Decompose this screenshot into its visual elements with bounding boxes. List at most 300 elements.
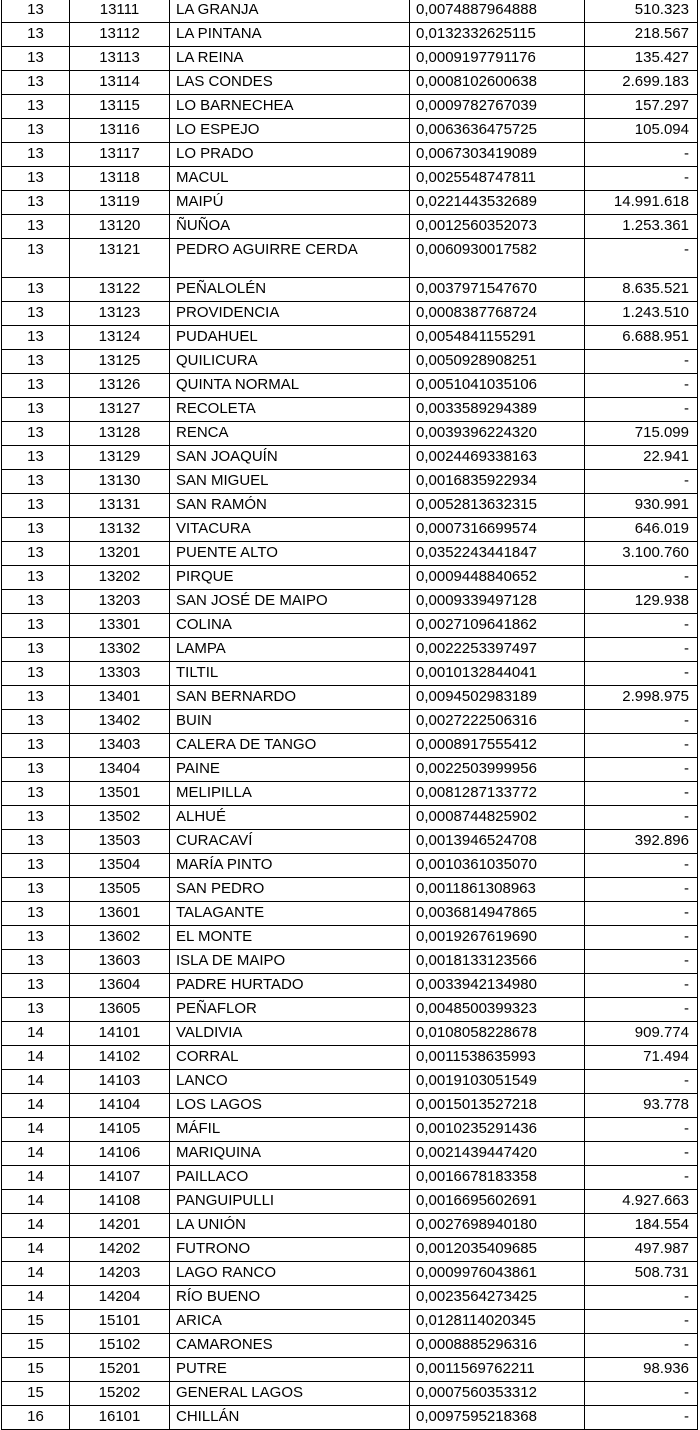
commune-name-cell: CURACAVÍ [170,830,410,854]
commune-code-cell: 13202 [70,566,170,590]
table-row [2,1406,698,1430]
region-code-cell: 13 [2,23,70,47]
commune-code-cell: 13122 [70,278,170,302]
amount-cell: - [585,239,698,278]
table-row [2,71,698,95]
amount-cell: - [585,926,698,950]
table-row [2,1382,698,1406]
amount-cell: - [585,974,698,998]
coefficient-cell: 0,0009339497128 [410,590,585,614]
table-row [2,566,698,590]
commune-code-cell: 13302 [70,638,170,662]
region-code-cell: 13 [2,686,70,710]
commune-name-cell: LO ESPEJO [170,119,410,143]
commune-code-cell: 16101 [70,1406,170,1430]
amount-cell: - [585,350,698,374]
table-row [2,1094,698,1118]
region-code-cell: 13 [2,446,70,470]
coefficient-cell: 0,0011861308963 [410,878,585,902]
table-row [2,878,698,902]
commune-code-cell: 14105 [70,1118,170,1142]
commune-name-cell: LOS LAGOS [170,1094,410,1118]
region-code-cell: 14 [2,1286,70,1310]
coefficient-cell: 0,0008387768724 [410,302,585,326]
region-code-cell: 14 [2,1214,70,1238]
table-row [2,590,698,614]
commune-name-cell: CORRAL [170,1046,410,1070]
commune-name-cell: LO BARNECHEA [170,95,410,119]
commune-name-cell: CAMARONES [170,1334,410,1358]
commune-code-cell: 13602 [70,926,170,950]
coefficient-cell: 0,0036814947865 [410,902,585,926]
commune-code-cell: 13128 [70,422,170,446]
coefficient-cell: 0,0012560352073 [410,215,585,239]
commune-name-cell: MAIPÚ [170,191,410,215]
amount-cell: - [585,374,698,398]
commune-code-cell: 13603 [70,950,170,974]
coefficient-cell: 0,0021439447420 [410,1142,585,1166]
coefficient-cell: 0,0051041035106 [410,374,585,398]
amount-cell: 497.987 [585,1238,698,1262]
table-row [2,854,698,878]
commune-code-cell: 13203 [70,590,170,614]
table-row [2,1046,698,1070]
commune-code-cell: 14101 [70,1022,170,1046]
commune-name-cell: SAN PEDRO [170,878,410,902]
coefficient-cell: 0,0019103051549 [410,1070,585,1094]
commune-name-cell: MACUL [170,167,410,191]
amount-cell: - [585,710,698,734]
table-row [2,239,698,278]
commune-code-cell: 13120 [70,215,170,239]
region-code-cell: 14 [2,1238,70,1262]
commune-name-cell: CALERA DE TANGO [170,734,410,758]
amount-cell: 184.554 [585,1214,698,1238]
region-code-cell: 13 [2,398,70,422]
commune-name-cell: MARÍA PINTO [170,854,410,878]
commune-name-cell: LAGO RANCO [170,1262,410,1286]
commune-code-cell: 13121 [70,239,170,278]
region-code-cell: 13 [2,854,70,878]
region-code-cell: 13 [2,710,70,734]
coefficient-cell: 0,0037971547670 [410,278,585,302]
commune-code-cell: 14106 [70,1142,170,1166]
coefficient-cell: 0,0063636475725 [410,119,585,143]
amount-cell: 22.941 [585,446,698,470]
amount-cell: 14.991.618 [585,191,698,215]
commune-code-cell: 15201 [70,1358,170,1382]
region-code-cell: 13 [2,902,70,926]
table-row [2,47,698,71]
region-code-cell: 13 [2,734,70,758]
coefficient-cell: 0,0067303419089 [410,143,585,167]
region-code-cell: 13 [2,758,70,782]
commune-name-cell: TALAGANTE [170,902,410,926]
amount-cell: - [585,1070,698,1094]
amount-cell: - [585,398,698,422]
coefficient-cell: 0,0007560353312 [410,1382,585,1406]
commune-code-cell: 13111 [70,0,170,23]
table-row [2,191,698,215]
amount-cell: 2.998.975 [585,686,698,710]
commune-name-cell: EL MONTE [170,926,410,950]
commune-name-cell: MELIPILLA [170,782,410,806]
region-code-cell: 14 [2,1190,70,1214]
table-row [2,422,698,446]
region-code-cell: 14 [2,1022,70,1046]
commune-name-cell: LA UNIÓN [170,1214,410,1238]
commune-name-cell: COLINA [170,614,410,638]
commune-coefficient-table [1,0,698,1430]
table-row [2,638,698,662]
coefficient-cell: 0,0221443532689 [410,191,585,215]
table-row [2,710,698,734]
amount-cell: 157.297 [585,95,698,119]
region-code-cell: 13 [2,590,70,614]
commune-name-cell: MÁFIL [170,1118,410,1142]
region-code-cell: 14 [2,1166,70,1190]
coefficient-cell: 0,0007316699574 [410,518,585,542]
commune-name-cell: PUDAHUEL [170,326,410,350]
table-row [2,830,698,854]
region-code-cell: 13 [2,95,70,119]
coefficient-cell: 0,0010361035070 [410,854,585,878]
amount-cell: 218.567 [585,23,698,47]
commune-code-cell: 15101 [70,1310,170,1334]
region-code-cell: 13 [2,638,70,662]
amount-cell: 6.688.951 [585,326,698,350]
commune-name-cell: FUTRONO [170,1238,410,1262]
region-code-cell: 13 [2,806,70,830]
coefficient-cell: 0,0052813632315 [410,494,585,518]
commune-code-cell: 13114 [70,71,170,95]
amount-cell: 93.778 [585,1094,698,1118]
table-row [2,758,698,782]
table-row [2,926,698,950]
commune-code-cell: 15202 [70,1382,170,1406]
region-code-cell: 13 [2,350,70,374]
amount-cell: - [585,1166,698,1190]
region-code-cell: 14 [2,1070,70,1094]
commune-code-cell: 15102 [70,1334,170,1358]
commune-code-cell: 14202 [70,1238,170,1262]
coefficient-cell: 0,0013946524708 [410,830,585,854]
amount-cell: - [585,998,698,1022]
amount-cell: 909.774 [585,1022,698,1046]
commune-code-cell: 13504 [70,854,170,878]
commune-code-cell: 13117 [70,143,170,167]
commune-name-cell: LA GRANJA [170,0,410,23]
coefficient-cell: 0,0025548747811 [410,167,585,191]
commune-code-cell: 13503 [70,830,170,854]
region-code-cell: 13 [2,302,70,326]
commune-code-cell: 13402 [70,710,170,734]
table-row [2,1286,698,1310]
coefficient-cell: 0,0008917555412 [410,734,585,758]
region-code-cell: 14 [2,1142,70,1166]
table-row [2,518,698,542]
commune-code-cell: 13401 [70,686,170,710]
table-row [2,302,698,326]
amount-cell: - [585,1382,698,1406]
coefficient-cell: 0,0048500399323 [410,998,585,1022]
coefficient-cell: 0,0074887964888 [410,0,585,23]
coefficient-cell: 0,0060930017582 [410,239,585,278]
region-code-cell: 13 [2,191,70,215]
amount-cell: - [585,758,698,782]
commune-code-cell: 13404 [70,758,170,782]
table-row [2,215,698,239]
commune-code-cell: 13123 [70,302,170,326]
commune-code-cell: 13505 [70,878,170,902]
region-code-cell: 13 [2,374,70,398]
table-row [2,143,698,167]
region-code-cell: 13 [2,974,70,998]
table-row [2,614,698,638]
amount-cell: 510.323 [585,0,698,23]
commune-code-cell: 13601 [70,902,170,926]
coefficient-cell: 0,0018133123566 [410,950,585,974]
commune-name-cell: RÍO BUENO [170,1286,410,1310]
coefficient-cell: 0,0024469338163 [410,446,585,470]
coefficient-cell: 0,0022253397497 [410,638,585,662]
coefficient-cell: 0,0039396224320 [410,422,585,446]
commune-name-cell: SAN BERNARDO [170,686,410,710]
region-code-cell: 13 [2,47,70,71]
region-code-cell: 13 [2,119,70,143]
table-row [2,902,698,926]
amount-cell: - [585,143,698,167]
amount-cell: - [585,662,698,686]
table-row [2,1190,698,1214]
coefficient-cell: 0,0033942134980 [410,974,585,998]
commune-code-cell: 14204 [70,1286,170,1310]
amount-cell: - [585,1310,698,1334]
amount-cell: - [585,167,698,191]
coefficient-cell: 0,0027222506316 [410,710,585,734]
region-code-cell: 13 [2,470,70,494]
table-row [2,494,698,518]
amount-cell: - [585,782,698,806]
amount-cell: 3.100.760 [585,542,698,566]
amount-cell: 715.099 [585,422,698,446]
coefficient-cell: 0,0054841155291 [410,326,585,350]
commune-name-cell: QUILICURA [170,350,410,374]
amount-cell: - [585,470,698,494]
coefficient-cell: 0,0010235291436 [410,1118,585,1142]
commune-code-cell: 13115 [70,95,170,119]
commune-name-cell: MARIQUINA [170,1142,410,1166]
coefficient-cell: 0,0009976043861 [410,1262,585,1286]
amount-cell: 646.019 [585,518,698,542]
commune-code-cell: 13201 [70,542,170,566]
commune-code-cell: 13127 [70,398,170,422]
commune-name-cell: PADRE HURTADO [170,974,410,998]
table-row [2,470,698,494]
amount-cell: 8.635.521 [585,278,698,302]
coefficient-cell: 0,0050928908251 [410,350,585,374]
commune-code-cell: 14107 [70,1166,170,1190]
amount-cell: - [585,734,698,758]
commune-code-cell: 13131 [70,494,170,518]
commune-code-cell: 14203 [70,1262,170,1286]
amount-cell: - [585,1142,698,1166]
coefficient-cell: 0,0010132844041 [410,662,585,686]
table-row [2,350,698,374]
region-code-cell: 13 [2,614,70,638]
commune-name-cell: ALHUÉ [170,806,410,830]
commune-name-cell: PEÑAFLOR [170,998,410,1022]
commune-code-cell: 13605 [70,998,170,1022]
table-row [2,95,698,119]
region-code-cell: 13 [2,878,70,902]
amount-cell: 1.253.361 [585,215,698,239]
commune-name-cell: TILTIL [170,662,410,686]
table-row [2,1214,698,1238]
amount-cell: 508.731 [585,1262,698,1286]
amount-cell: - [585,878,698,902]
commune-name-cell: LAMPA [170,638,410,662]
region-code-cell: 13 [2,926,70,950]
commune-name-cell: PIRQUE [170,566,410,590]
commune-name-cell: SAN JOSÉ DE MAIPO [170,590,410,614]
commune-name-cell: ARICA [170,1310,410,1334]
table-row [2,0,698,23]
commune-code-cell: 14108 [70,1190,170,1214]
table-row [2,1142,698,1166]
commune-code-cell: 13126 [70,374,170,398]
commune-code-cell: 13132 [70,518,170,542]
amount-cell: - [585,1286,698,1310]
amount-cell: - [585,854,698,878]
table-row [2,119,698,143]
commune-code-cell: 13118 [70,167,170,191]
commune-code-cell: 13124 [70,326,170,350]
commune-code-cell: 13501 [70,782,170,806]
commune-name-cell: ISLA DE MAIPO [170,950,410,974]
commune-name-cell: LA PINTANA [170,23,410,47]
coefficient-cell: 0,0027109641862 [410,614,585,638]
coefficient-cell: 0,0008102600638 [410,71,585,95]
table-row [2,1166,698,1190]
commune-name-cell: BUIN [170,710,410,734]
table-row [2,974,698,998]
region-code-cell: 13 [2,71,70,95]
amount-cell: - [585,1118,698,1142]
table-row [2,326,698,350]
region-code-cell: 15 [2,1334,70,1358]
commune-code-cell: 13502 [70,806,170,830]
table-row [2,734,698,758]
coefficient-cell: 0,0027698940180 [410,1214,585,1238]
region-code-cell: 14 [2,1094,70,1118]
commune-name-cell: VALDIVIA [170,1022,410,1046]
commune-name-cell: RECOLETA [170,398,410,422]
commune-code-cell: 14103 [70,1070,170,1094]
table-row [2,1070,698,1094]
amount-cell: - [585,1334,698,1358]
commune-code-cell: 13303 [70,662,170,686]
amount-cell: - [585,566,698,590]
coefficient-cell: 0,0009448840652 [410,566,585,590]
amount-cell: 71.494 [585,1046,698,1070]
region-code-cell: 13 [2,830,70,854]
region-code-cell: 13 [2,518,70,542]
commune-name-cell: LA REINA [170,47,410,71]
coefficient-cell: 0,0132332625115 [410,23,585,47]
commune-name-cell: LAS CONDES [170,71,410,95]
coefficient-cell: 0,0097595218368 [410,1406,585,1430]
table-row [2,950,698,974]
commune-name-cell: PUENTE ALTO [170,542,410,566]
region-code-cell: 13 [2,215,70,239]
coefficient-cell: 0,0016695602691 [410,1190,585,1214]
commune-name-cell: LANCO [170,1070,410,1094]
coefficient-cell: 0,0023564273425 [410,1286,585,1310]
commune-code-cell: 14102 [70,1046,170,1070]
commune-code-cell: 13403 [70,734,170,758]
commune-name-cell: LO PRADO [170,143,410,167]
commune-name-cell: RENCA [170,422,410,446]
region-code-cell: 13 [2,662,70,686]
coefficient-cell: 0,0008744825902 [410,806,585,830]
amount-cell: 135.427 [585,47,698,71]
table-row [2,1118,698,1142]
region-code-cell: 13 [2,998,70,1022]
commune-name-cell: VITACURA [170,518,410,542]
coefficient-cell: 0,0128114020345 [410,1310,585,1334]
coefficient-cell: 0,0352243441847 [410,542,585,566]
commune-name-cell: PEDRO AGUIRRE CERDA [170,239,410,278]
region-code-cell: 13 [2,143,70,167]
amount-cell: - [585,614,698,638]
region-code-cell: 13 [2,0,70,23]
table-row [2,542,698,566]
coefficient-cell: 0,0009782767039 [410,95,585,119]
amount-cell: 4.927.663 [585,1190,698,1214]
coefficient-cell: 0,0016835922934 [410,470,585,494]
commune-name-cell: CHILLÁN [170,1406,410,1430]
coefficient-cell: 0,0012035409685 [410,1238,585,1262]
table-row [2,998,698,1022]
table-row [2,1262,698,1286]
region-code-cell: 13 [2,239,70,278]
commune-name-cell: SAN JOAQUÍN [170,446,410,470]
amount-cell: - [585,638,698,662]
table-row [2,1238,698,1262]
commune-name-cell: PUTRE [170,1358,410,1382]
coefficient-cell: 0,0008885296316 [410,1334,585,1358]
commune-code-cell: 13129 [70,446,170,470]
table-row [2,1022,698,1046]
coefficient-cell: 0,0011538635993 [410,1046,585,1070]
coefficient-cell: 0,0011569762211 [410,1358,585,1382]
table-body [2,0,698,1430]
amount-cell: - [585,950,698,974]
region-code-cell: 13 [2,566,70,590]
region-code-cell: 13 [2,422,70,446]
region-code-cell: 13 [2,542,70,566]
coefficient-cell: 0,0081287133772 [410,782,585,806]
commune-code-cell: 13112 [70,23,170,47]
amount-cell: 2.699.183 [585,71,698,95]
coefficient-cell: 0,0016678183358 [410,1166,585,1190]
commune-name-cell: PEÑALOLÉN [170,278,410,302]
commune-name-cell: PAINE [170,758,410,782]
commune-code-cell: 13125 [70,350,170,374]
table-row [2,1310,698,1334]
coefficient-cell: 0,0015013527218 [410,1094,585,1118]
